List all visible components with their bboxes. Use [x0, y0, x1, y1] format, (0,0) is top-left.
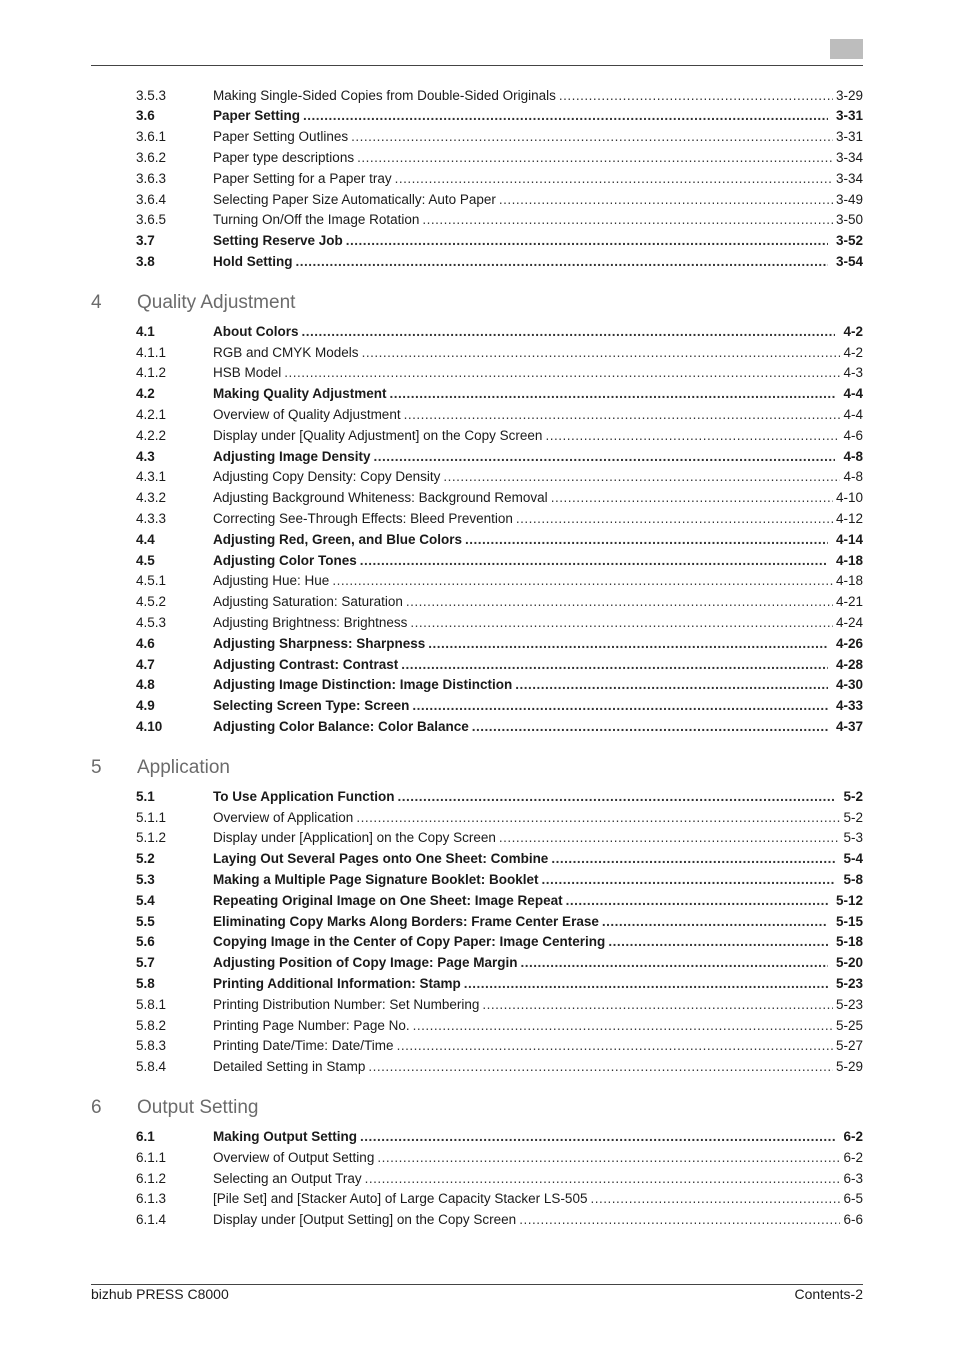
chapter-heading	[91, 1096, 258, 1120]
dot-leader	[406, 594, 833, 609]
toc-entry-number: 5.2	[136, 851, 155, 867]
toc-entry-number: 4.1.2	[136, 365, 167, 381]
toc-entry-page: 4-30	[835, 677, 863, 693]
toc-entry-number: 4.2.2	[136, 427, 167, 443]
toc-entry[interactable]	[136, 550, 863, 570]
toc-entry-number: 3.6.1	[136, 129, 167, 145]
toc-entry-title: Adjusting Sharpness: Sharpness	[213, 635, 426, 651]
toc-entry[interactable]	[136, 85, 863, 105]
toc-entry-title: Eliminating Copy Marks Along Borders: Frame Center Erase	[213, 913, 599, 929]
toc-entry-number: 6.1.3	[136, 1191, 167, 1207]
toc-entry-title: RGB and CMYK Models	[213, 344, 359, 360]
toc-entry[interactable]	[136, 571, 863, 591]
toc-entry[interactable]	[136, 127, 863, 147]
toc-entry-number: 5.3	[136, 871, 155, 887]
dot-leader	[464, 976, 828, 991]
toc-entry[interactable]	[136, 106, 863, 126]
toc-entry-page: 4-4	[843, 406, 863, 422]
dot-leader	[377, 1150, 840, 1165]
toc-entry-number: 5.4	[136, 892, 155, 908]
toc-entry-number: 4.8	[136, 677, 155, 693]
toc-entry-number: 3.6.4	[136, 191, 167, 207]
toc-entry-page: 4-2	[843, 344, 863, 360]
toc-entry[interactable]	[136, 488, 863, 508]
toc-entry[interactable]	[136, 321, 863, 341]
dot-leader	[428, 636, 828, 651]
toc-entry[interactable]	[136, 508, 863, 528]
dot-leader	[559, 88, 833, 103]
toc-entry-title: Display under [Application] on the Copy Screen	[213, 830, 496, 846]
footer-page-label: Contents-2	[794, 1286, 863, 1302]
toc-entry-number: 5.8	[136, 975, 155, 991]
toc-entry[interactable]	[136, 675, 863, 695]
toc-entry-title: Overview of Output Setting	[213, 1149, 375, 1165]
toc-entry-number: 5.7	[136, 955, 155, 971]
toc-entry-number: 4.2	[136, 386, 155, 402]
dot-leader	[465, 532, 828, 547]
dot-leader	[395, 171, 833, 186]
dot-leader	[519, 1212, 840, 1227]
dot-leader	[516, 511, 833, 526]
toc-entry[interactable]	[136, 231, 863, 251]
toc-entry[interactable]	[136, 890, 863, 910]
dot-leader	[472, 719, 828, 734]
dot-leader	[390, 386, 836, 401]
toc-entry-number: 3.6	[136, 108, 155, 124]
toc-entry-number: 4.6	[136, 635, 155, 651]
toc-entry-title: Copying Image in the Center of Copy Paper: Image Centering	[213, 934, 606, 950]
toc-entry-title: Hold Setting	[213, 253, 293, 269]
toc-entry[interactable]	[136, 425, 863, 445]
dot-leader	[551, 851, 835, 866]
toc-entry-number: 4.10	[136, 718, 163, 734]
toc-entry-page: 4-8	[843, 448, 863, 464]
toc-entry-title: Printing Additional Information: Stamp	[213, 975, 461, 991]
toc-entry-page: 4-33	[835, 698, 863, 714]
toc-entry-number: 3.6.2	[136, 149, 167, 165]
toc-entry-title: Adjusting Color Tones	[213, 552, 357, 568]
toc-entry[interactable]	[136, 342, 863, 362]
dot-leader	[545, 428, 840, 443]
toc-entry-page: 3-50	[835, 212, 863, 228]
toc-entry-page: 5-25	[835, 1017, 863, 1033]
dot-leader	[284, 365, 840, 380]
toc-entry-page: 3-54	[835, 253, 863, 269]
toc-entry-number: 4.9	[136, 698, 155, 714]
toc-entry-title: Making a Multiple Page Signature Booklet: Booklet	[213, 871, 539, 887]
toc-entry-number: 4.4	[136, 531, 155, 547]
toc-entry[interactable]	[136, 446, 863, 466]
dot-leader	[303, 108, 828, 123]
toc-entry[interactable]	[136, 189, 863, 209]
toc-entry[interactable]	[136, 1147, 863, 1167]
toc-entry-number: 5.8.4	[136, 1059, 167, 1075]
toc-entry-number: 4.1.1	[136, 344, 167, 360]
dot-leader	[412, 698, 828, 713]
toc-entry[interactable]	[136, 973, 863, 993]
toc-entry-title: Turning On/Off the Image Rotation	[213, 212, 420, 228]
toc-entry-title: Making Quality Adjustment	[213, 386, 387, 402]
toc-entry-page: 6-6	[843, 1212, 863, 1228]
toc-entry[interactable]	[136, 592, 863, 612]
toc-entry-page: 4-3	[843, 365, 863, 381]
toc-entry[interactable]	[136, 994, 863, 1014]
toc-entry-number: 3.8	[136, 253, 155, 269]
chapter-heading	[91, 756, 230, 780]
dot-leader	[362, 345, 841, 360]
toc-entry-page: 5-3	[843, 830, 863, 846]
dot-leader	[368, 1059, 833, 1074]
chapter-heading	[91, 291, 295, 315]
chapter-number: 6	[91, 1097, 102, 1119]
dot-leader	[360, 553, 828, 568]
toc-entry-title: To Use Application Function	[213, 788, 395, 804]
toc-entry-title: About Colors	[213, 323, 299, 339]
toc-entry-title: Detailed Setting in Stamp	[213, 1059, 366, 1075]
toc-entry-number: 3.5.3	[136, 87, 167, 103]
toc-entry-title: Adjusting Copy Density: Copy Density	[213, 469, 441, 485]
toc-entry-page: 4-12	[835, 510, 863, 526]
toc-entry-page: 6-3	[843, 1170, 863, 1186]
toc-entry[interactable]	[136, 467, 863, 487]
dot-leader	[413, 1018, 833, 1033]
toc-entry-title: Adjusting Hue: Hue	[213, 573, 330, 589]
toc-entry-title: Adjusting Saturation: Saturation	[213, 594, 403, 610]
dot-leader	[443, 469, 840, 484]
dot-leader	[398, 789, 836, 804]
toc-entry-number: 5.6	[136, 934, 155, 950]
toc-entry-title: Printing Page Number: Page No.	[213, 1017, 410, 1033]
dot-leader	[357, 150, 833, 165]
dot-leader	[482, 997, 833, 1012]
toc-entry-title: Printing Date/Time: Date/Time	[213, 1038, 394, 1054]
footer-product-name: bizhub PRESS C8000	[91, 1286, 229, 1302]
toc-entry-title: Selecting an Output Tray	[213, 1170, 362, 1186]
toc-entry[interactable]	[136, 807, 863, 827]
toc-entry-title: Repeating Original Image on One Sheet: Image Repeat	[213, 892, 563, 908]
header-rule	[91, 65, 863, 66]
toc-entry-page: 5-15	[835, 913, 863, 929]
dot-leader	[521, 955, 828, 970]
dot-leader	[346, 233, 828, 248]
toc-entry-page: 5-23	[835, 975, 863, 991]
toc-entry[interactable]	[136, 1168, 863, 1188]
toc-entry-number: 4.5.1	[136, 573, 167, 589]
toc-entry-number: 5.1.1	[136, 809, 167, 825]
toc-entry[interactable]	[136, 849, 863, 869]
toc-entry-page: 5-27	[835, 1038, 863, 1054]
dot-leader	[351, 129, 833, 144]
toc-entry[interactable]	[136, 147, 863, 167]
dot-leader	[296, 254, 828, 269]
toc-entry-title: Paper Setting Outlines	[213, 129, 349, 145]
toc-entry[interactable]	[136, 1126, 863, 1146]
toc-entry-page: 6-5	[843, 1191, 863, 1207]
toc-entry-title: Paper Setting	[213, 108, 301, 124]
toc-entry-number: 5.8.3	[136, 1038, 167, 1054]
toc-entry-number: 3.6.3	[136, 170, 167, 186]
toc-entry-number: 5.1.2	[136, 830, 167, 846]
chapter-title: Output Setting	[137, 1097, 259, 1119]
dot-leader	[542, 872, 836, 887]
toc-entry-title: Adjusting Color Balance: Color Balance	[213, 718, 469, 734]
toc-entry-page: 4-18	[835, 552, 863, 568]
toc-entry-title: Correcting See-Through Effects: Bleed Prevention	[213, 510, 513, 526]
chapter-title: Quality Adjustment	[137, 292, 296, 314]
toc-entry-page: 3-34	[835, 170, 863, 186]
toc-entry-title: Laying Out Several Pages onto One Sheet: Combine	[213, 851, 549, 867]
toc-entry-page: 4-37	[835, 718, 863, 734]
toc-entry[interactable]	[136, 251, 863, 271]
toc-entry-page: 3-31	[835, 108, 863, 124]
toc-entry-number: 4.3.2	[136, 490, 167, 506]
toc-entry-title: Adjusting Contrast: Contrast	[213, 656, 399, 672]
dot-leader	[551, 490, 833, 505]
toc-entry[interactable]	[136, 363, 863, 383]
toc-entry[interactable]	[136, 168, 863, 188]
toc-entry-page: 4-6	[843, 427, 863, 443]
toc-entry-title: Overview of Quality Adjustment	[213, 406, 401, 422]
toc-entry[interactable]	[136, 1210, 863, 1230]
toc-entry-page: 3-29	[835, 87, 863, 103]
toc-entry-page: 6-2	[843, 1128, 863, 1144]
toc-entry-title: [Pile Set] and [Stacker Auto] of Large Capacity Stacker LS-505	[213, 1191, 588, 1207]
toc-entry-number: 4.7	[136, 656, 155, 672]
toc-entry-title: Adjusting Position of Copy Image: Page Margin	[213, 955, 518, 971]
toc-entry[interactable]	[136, 869, 863, 889]
toc-entry-page: 4-24	[835, 614, 863, 630]
toc-entry-number: 4.3.3	[136, 510, 167, 526]
toc-entry-page: 5-18	[835, 934, 863, 950]
toc-entry-number: 6.1.2	[136, 1170, 167, 1186]
dot-leader	[332, 573, 833, 588]
toc-entry-title: Adjusting Brightness: Brightness	[213, 614, 408, 630]
toc-entry-number: 4.5.2	[136, 594, 167, 610]
toc-entry-title: Selecting Paper Size Automatically: Auto Paper	[213, 191, 496, 207]
toc-entry-page: 5-20	[835, 955, 863, 971]
toc-entry-title: Display under [Quality Adjustment] on the Copy Screen	[213, 427, 543, 443]
toc-entry-number: 6.1.4	[136, 1212, 167, 1228]
dot-leader	[302, 324, 836, 339]
toc-entry-page: 4-21	[835, 594, 863, 610]
dot-leader	[566, 893, 828, 908]
toc-entry-page: 5-12	[835, 892, 863, 908]
toc-entry-number: 3.6.5	[136, 212, 167, 228]
toc-entry-title: Adjusting Red, Green, and Blue Colors	[213, 531, 463, 547]
toc-entry-number: 5.8.1	[136, 996, 167, 1012]
toc-entry-title: Making Output Setting	[213, 1128, 357, 1144]
toc-entry-page: 4-4	[843, 386, 863, 402]
chapter-number: 5	[91, 757, 102, 779]
dot-leader	[499, 192, 833, 207]
dot-leader	[404, 407, 841, 422]
toc-entry[interactable]	[136, 1189, 863, 1209]
toc-entry-page: 3-49	[835, 191, 863, 207]
dot-leader	[401, 657, 828, 672]
toc-entry-number: 4.3	[136, 448, 155, 464]
toc-entry-number: 5.5	[136, 913, 155, 929]
dot-leader	[608, 934, 828, 949]
toc-entry-title: Paper Setting for a Paper tray	[213, 170, 392, 186]
toc-entry-page: 4-10	[835, 490, 863, 506]
toc-entry-page: 5-4	[843, 851, 863, 867]
toc-entry-page: 4-28	[835, 656, 863, 672]
toc-entry-title: Printing Distribution Number: Set Numbering	[213, 996, 480, 1012]
toc-entry-page: 5-2	[843, 788, 863, 804]
toc-entry[interactable]	[136, 786, 863, 806]
dot-leader	[397, 1038, 833, 1053]
dot-leader	[410, 615, 833, 630]
toc-entry-number: 4.3.1	[136, 469, 167, 485]
toc-entry-page: 5-2	[843, 809, 863, 825]
toc-entry[interactable]	[136, 1036, 863, 1056]
toc-entry-number: 4.1	[136, 323, 155, 339]
header-tab-marker	[830, 39, 863, 59]
toc-entry[interactable]	[136, 716, 863, 736]
toc-entry-page: 3-52	[835, 233, 863, 249]
toc-entry[interactable]	[136, 210, 863, 230]
dot-leader	[374, 449, 836, 464]
dot-leader	[422, 212, 833, 227]
toc-entry[interactable]	[136, 932, 863, 952]
dot-leader	[360, 1129, 835, 1144]
toc-entry[interactable]	[136, 1015, 863, 1035]
toc-entry-page: 4-18	[835, 573, 863, 589]
toc-entry-page: 4-2	[843, 323, 863, 339]
toc-entry-page: 5-23	[835, 996, 863, 1012]
toc-entry[interactable]	[136, 911, 863, 931]
dot-leader	[515, 677, 828, 692]
dot-leader	[365, 1171, 841, 1186]
footer-rule	[91, 1284, 863, 1285]
toc-entry[interactable]	[136, 612, 863, 632]
toc-entry-number: 6.1	[136, 1128, 155, 1144]
chapter-title: Application	[137, 757, 230, 779]
toc-entry[interactable]	[136, 404, 863, 424]
toc-entry-title: Adjusting Image Density	[213, 448, 371, 464]
toc-entry-number: 5.1	[136, 788, 155, 804]
toc-entry-title: Adjusting Image Distinction: Image Distinction	[213, 677, 513, 693]
dot-leader	[499, 830, 841, 845]
toc-entry-page: 4-26	[835, 635, 863, 651]
toc-entry-page: 4-14	[835, 531, 863, 547]
toc-entry-number: 4.5	[136, 552, 155, 568]
toc-entry-title: Adjusting Background Whiteness: Background Removal	[213, 490, 548, 506]
toc-entry[interactable]	[136, 828, 863, 848]
toc-entry-page: 5-29	[835, 1059, 863, 1075]
toc-entry[interactable]	[136, 1057, 863, 1077]
toc-entry-page: 4-8	[843, 469, 863, 485]
toc-entry-title: Display under [Output Setting] on the Copy Screen	[213, 1212, 517, 1228]
toc-entry-page: 3-34	[835, 149, 863, 165]
toc-entry-title: Making Single-Sided Copies from Double-Sided Originals	[213, 87, 556, 103]
toc-entry-number: 4.2.1	[136, 406, 167, 422]
dot-leader	[602, 914, 828, 929]
toc-entry-page: 3-31	[835, 129, 863, 145]
toc-entry-title: Setting Reserve Job	[213, 233, 343, 249]
chapter-number: 4	[91, 292, 102, 314]
toc-entry[interactable]	[136, 529, 863, 549]
toc-entry-title: Selecting Screen Type: Screen	[213, 698, 410, 714]
toc-entry-number: 4.5.3	[136, 614, 167, 630]
toc-entry-title: Paper type descriptions	[213, 149, 355, 165]
dot-leader	[356, 810, 840, 825]
toc-entry-page: 5-8	[843, 871, 863, 887]
toc-entry[interactable]	[136, 696, 863, 716]
toc-entry[interactable]	[136, 384, 863, 404]
toc-entry-number: 6.1.1	[136, 1149, 167, 1165]
toc-entry-title: Overview of Application	[213, 809, 354, 825]
dot-leader	[590, 1191, 840, 1206]
toc-entry-number: 5.8.2	[136, 1017, 167, 1033]
toc-entry[interactable]	[136, 654, 863, 674]
toc-entry[interactable]	[136, 953, 863, 973]
toc-entry-number: 3.7	[136, 233, 155, 249]
toc-entry-title: HSB Model	[213, 365, 282, 381]
toc-entry-page: 6-2	[843, 1149, 863, 1165]
toc-entry[interactable]	[136, 633, 863, 653]
